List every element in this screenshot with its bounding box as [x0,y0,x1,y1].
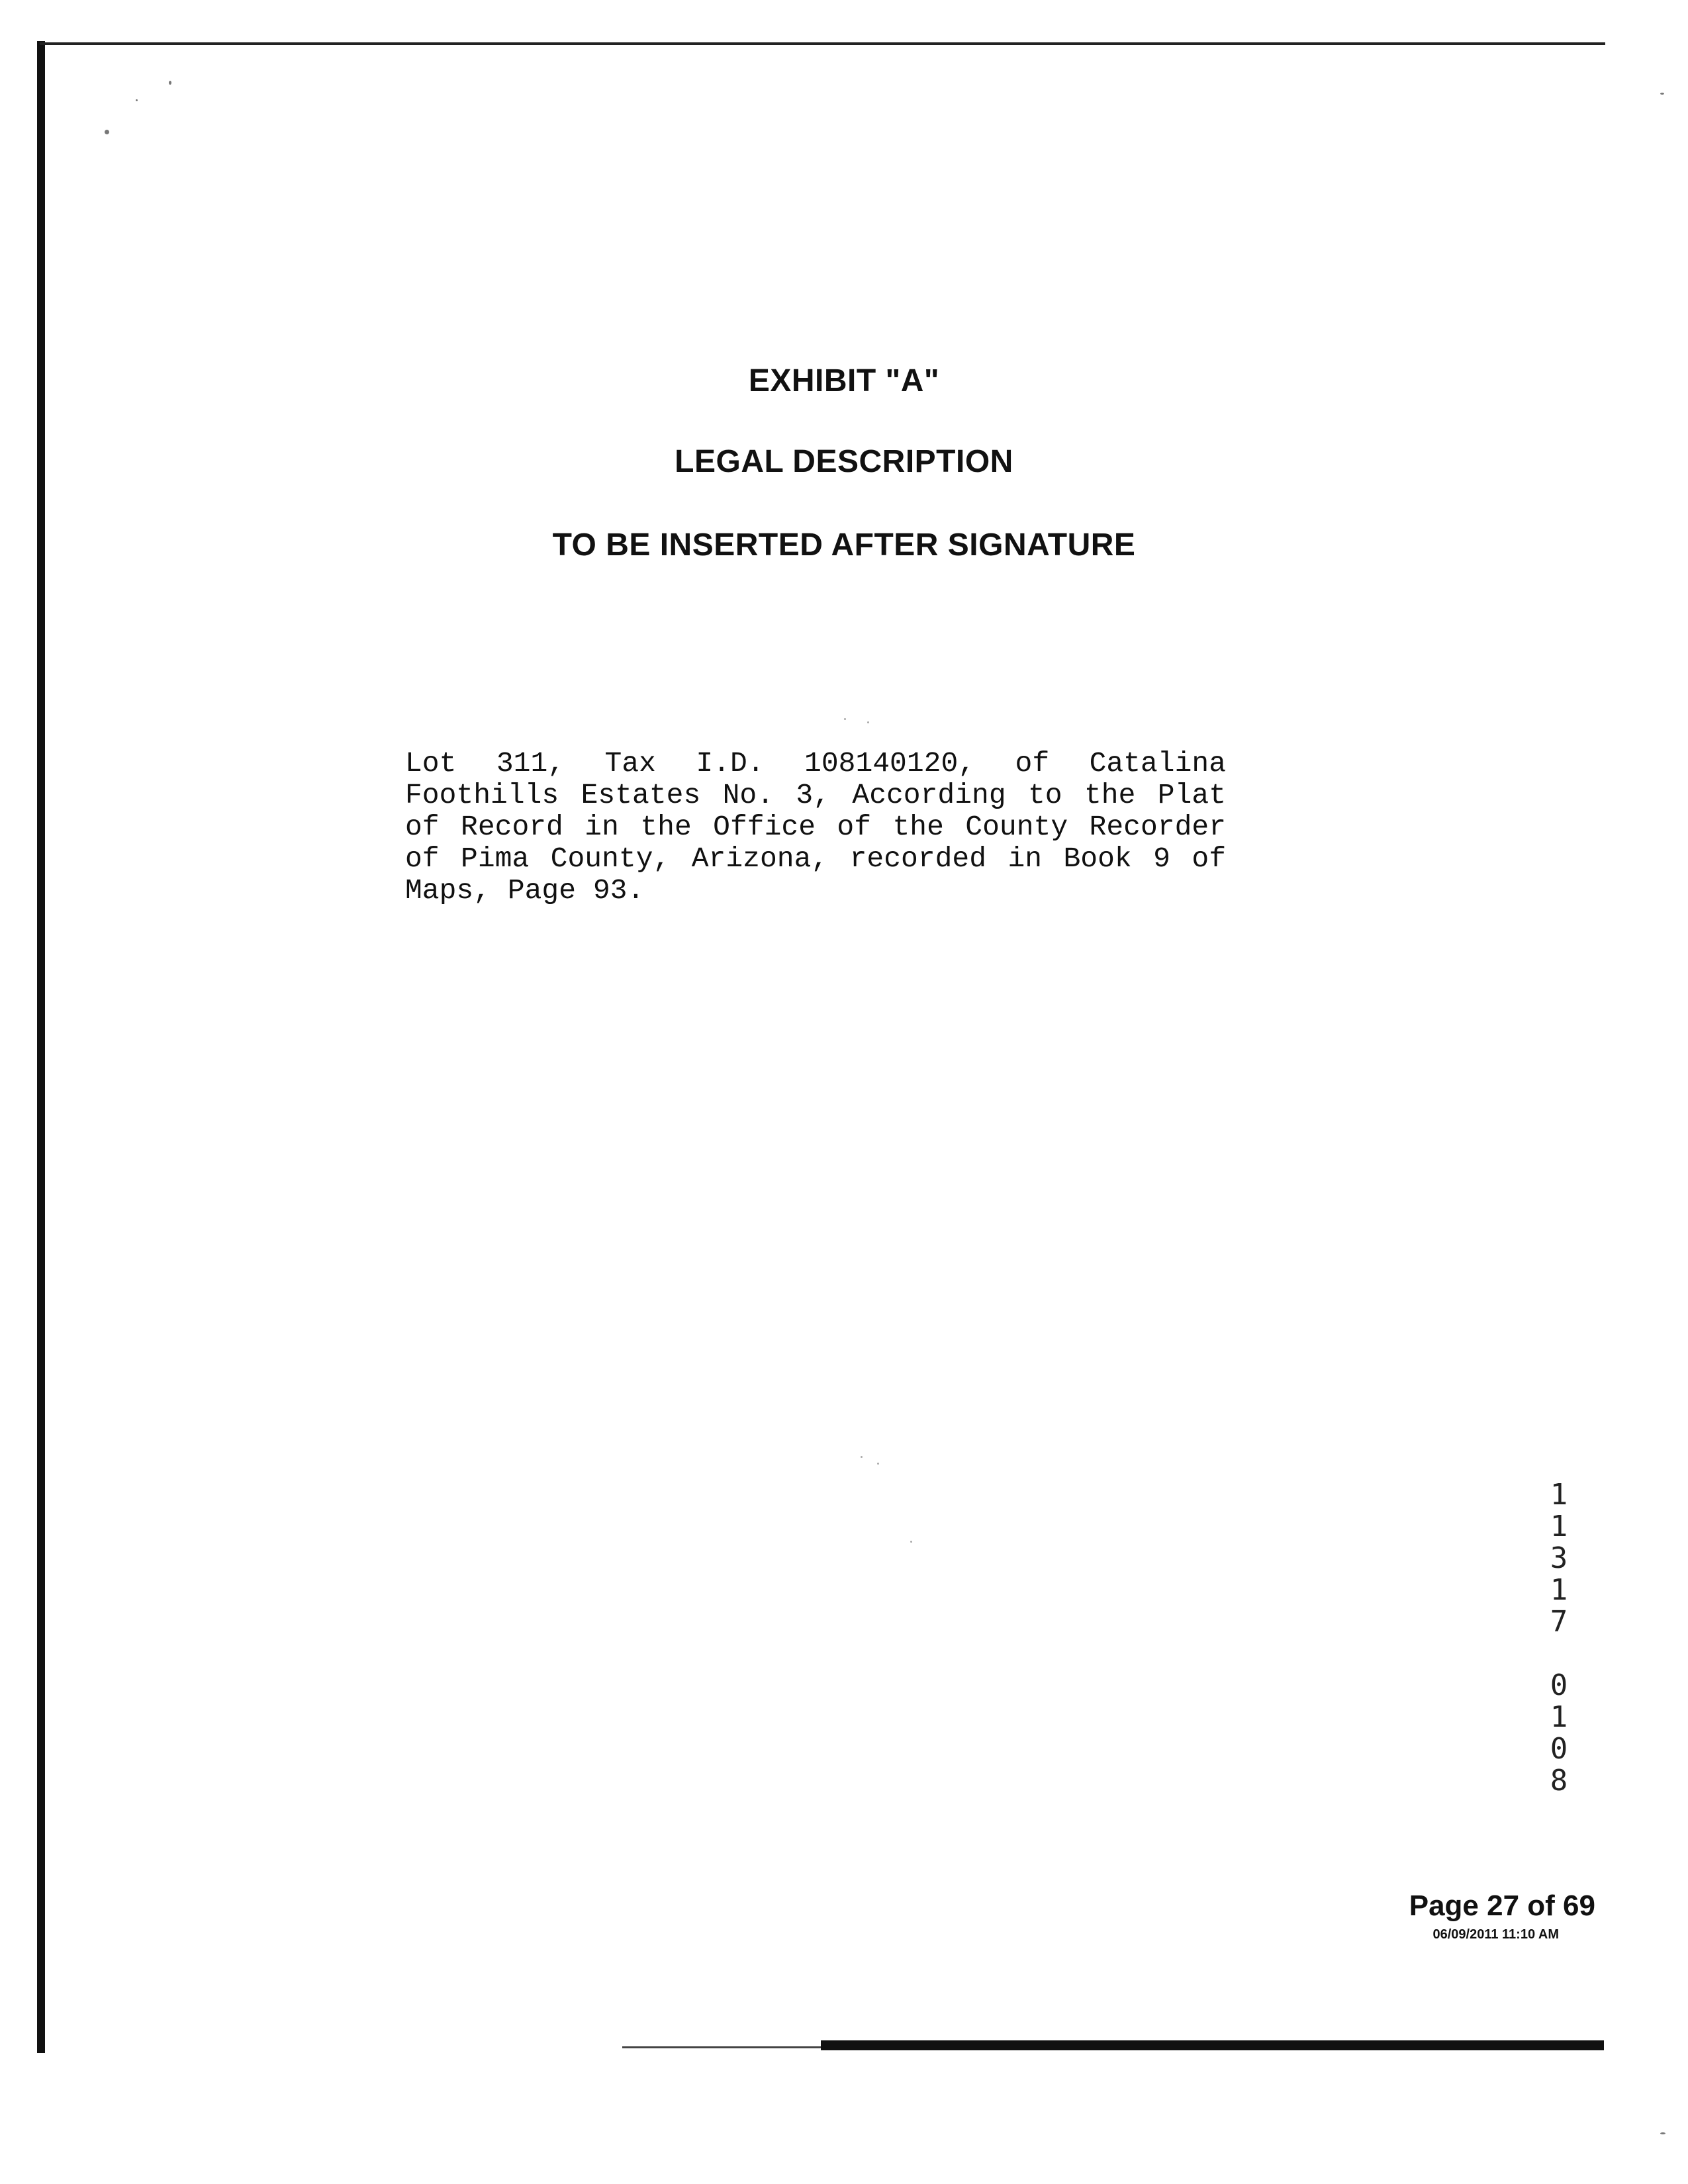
legal-description-body [405,748,1226,907]
insertion-note: TO BE INSERTED AFTER SIGNATURE [552,527,1136,563]
page-number: Page 27 of 69 [1409,1889,1595,1922]
scan-speck [877,1463,879,1465]
stamp-gap [1546,1638,1572,1670]
scan-border-bottom-thin [622,2046,821,2048]
scan-speck [169,81,171,85]
legal-description-line: of Pima County, Arizona, recorded in Book 9 of [405,842,1226,875]
scan-speck [136,99,138,101]
scan-border-left [37,41,45,2053]
legal-description-heading: LEGAL DESCRIPTION [675,444,1013,479]
stamp-digit: 1 [1550,1573,1568,1607]
scan-border-bottom [821,2040,1604,2050]
scan-speck [1660,93,1664,95]
scan-border-top [40,42,1605,45]
legal-description-line: Lot 311, Tax I.D. 108140120, of Catalina [405,747,1226,780]
exhibit-title: EXHIBIT "A" [748,363,940,398]
stamp-digit: 1 [1550,1510,1568,1543]
stamp-digit: 1 [1550,1478,1568,1512]
scan-speck [105,130,109,134]
scan-speck [910,1541,912,1543]
stamp-digit: 8 [1550,1764,1568,1797]
legal-description-line: Foothills Estates No. 3, According to the Plat [405,779,1226,811]
scan-speck [844,718,846,720]
stamp-digit: 3 [1550,1541,1568,1575]
stamp-digit: 1 [1550,1700,1568,1734]
legal-description-line: Maps, Page 93. [405,874,645,907]
stamp-digit: 7 [1550,1605,1568,1639]
stamp-digit: 0 [1550,1668,1568,1702]
scan-speck [861,1456,863,1458]
scan-speck [1660,2132,1665,2134]
recording-stamp [1546,1479,1572,1797]
legal-description-line: of Record in the Office of the County Recorder [405,811,1226,843]
recording-datetime: 06/09/2011 11:10 AM [1432,1927,1559,1942]
scan-speck [867,721,869,723]
stamp-digit: 0 [1550,1732,1568,1766]
